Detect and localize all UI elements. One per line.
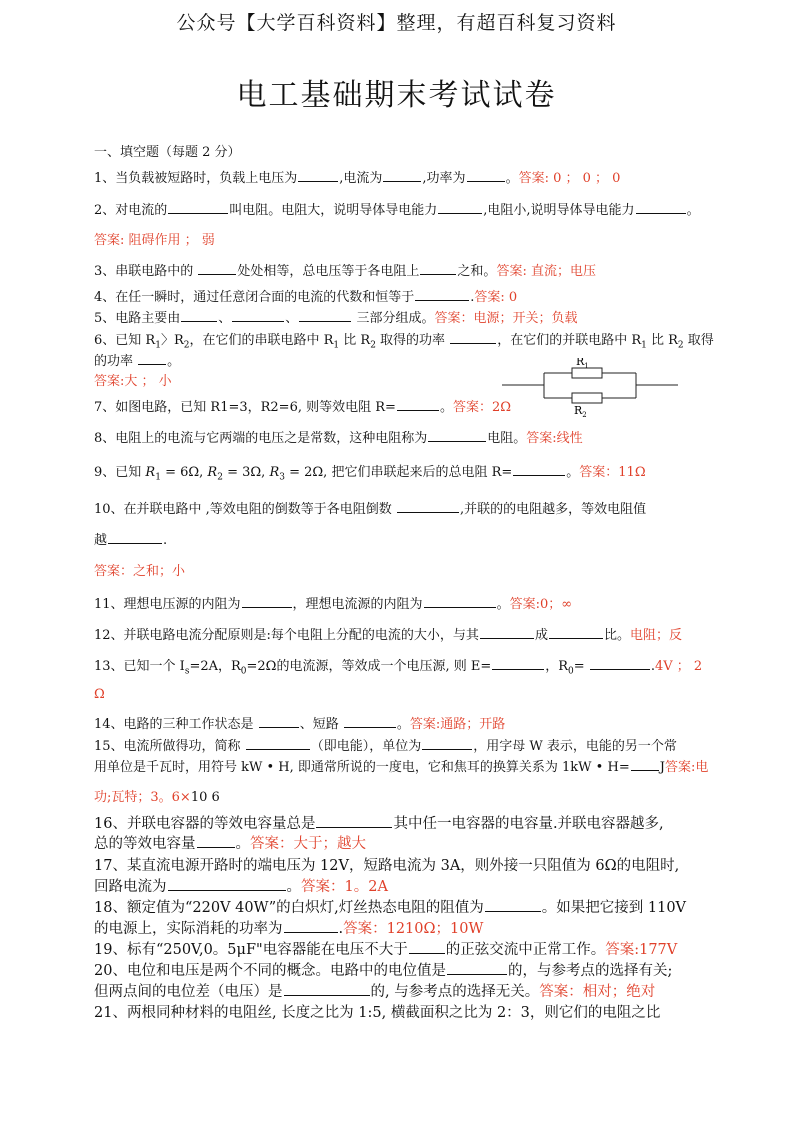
blank <box>232 309 284 322</box>
blank <box>485 899 541 912</box>
blank <box>397 398 439 411</box>
blank <box>438 201 482 214</box>
blank <box>284 983 370 996</box>
blank <box>636 201 686 214</box>
question-15-cont: 用单位是千瓦时，用符号 kW • H, 即通常所说的一度电，它和焦耳的换算关系为 1kW • H= J答案:电 <box>94 760 709 775</box>
exam-title: 电工基础期末考试试卷 <box>236 78 557 113</box>
answer: 答案: 直流；电压 <box>496 264 596 279</box>
blank <box>590 657 650 670</box>
question-7: 7、如图电路，已知 R1=3，R2=6, 则等效电阻 R= 。答案：2Ω <box>94 400 512 415</box>
answer: 答案:177V <box>605 942 678 958</box>
answer: 答案：大于；越大 <box>250 836 366 852</box>
answer: 答案：2Ω <box>452 400 512 415</box>
question-13: 13、已知一个 $I_s=2A$，$R_0=2\Omega$的电流源，等效成一个电压源, 则 E= ，$R_0= .4V$ ； 2 <box>94 659 703 677</box>
answer: 答案：1210Ω；10W <box>343 921 484 937</box>
answer: 答案：1。2A <box>301 879 388 895</box>
question-3: 3、串联电路中的 处处相等，总电压等于各电阻上 之和。答案: 直流；电压 <box>94 264 596 279</box>
blank <box>197 835 235 848</box>
blank <box>549 626 603 639</box>
answer: 答案:电 <box>664 760 709 775</box>
question-17-cont: 回路电流为 。答案：1。2A <box>94 879 388 895</box>
question-12: 12、并联电路电流分配原则是:每个电阻上分配的电流的大小，与其 成 比。电阻；反 <box>94 628 682 643</box>
question-20-cont: 但两点间的电位差（电压）是 的, 与参考点的选择无关。答案：相对；绝对 <box>94 984 656 1000</box>
question-16-cont: 总的等效电容量 。答案：大于；越大 <box>94 836 366 852</box>
question-2: 2、对电流的 叫电阻。电阻大，说明导体导电能力 ,电阻小,说明导体导电能力 。 <box>94 203 700 218</box>
answer-6: 答案:大 ； 小 <box>94 374 172 389</box>
question-5: 5、电路主要由 、 、 三部分组成。答案：电源；开关；负载 <box>94 311 578 326</box>
blank <box>480 626 534 639</box>
question-8: 8、电阻上的电流与它两端的电压之是常数，这种电阻称为 电阻。答案:线性 <box>94 431 583 446</box>
blank <box>513 463 565 476</box>
question-16: 16、并联电容器的等效电容量总是 其中任一电容器的电容量.并联电容器越多, <box>94 816 664 832</box>
question-11: 11、理想电压源的内阻为 ，理想电流源的内阻为 。答案:0；∞ <box>94 597 573 612</box>
resistor-r2 <box>572 393 602 403</box>
answer: 答案: 0 ； 0 ； 0 <box>518 171 621 186</box>
answer: 电阻；反 <box>629 628 682 643</box>
blank <box>424 595 496 608</box>
answer-15-cont: 功;瓦特；3。6×10 6 <box>94 790 220 805</box>
blank <box>344 715 396 728</box>
blank <box>397 500 459 513</box>
question-10: 10、在并联电路中 ,等效电阻的倒数等于各电阻倒数 ,并联的的电阻越多，等效电阻值 <box>94 502 647 517</box>
blank <box>409 941 445 954</box>
answer: 答案: 0 <box>474 290 518 305</box>
question-18: 18、额定值为“220V 40W”的白炽灯,灯丝热态电阻的阻值为 。如果把它接到 110V <box>94 900 687 916</box>
question-9: 9、已知 $R_1 = 6\Omega$, $R_2 = 3\Omega$, $R_3 = 2\Omega$, 把它们串联起来后的总电阻 R= 。答案：11Ω <box>94 465 646 483</box>
blank <box>168 201 228 214</box>
question-6-cont: 的功率 。 <box>94 354 181 369</box>
question-14: 14、电路的三种工作状态是 、短路 。答案:通路；开路 <box>94 717 506 732</box>
blank <box>383 169 421 182</box>
blank <box>450 331 496 344</box>
blank <box>447 962 507 975</box>
question-20: 20、电位和电压是两个不同的概念。电路中的电位值是 的，与参考点的选择有关; <box>94 963 673 979</box>
blank <box>298 169 338 182</box>
answer: 答案：电源；开关；负载 <box>434 311 578 326</box>
label-r1: $R_1$ <box>576 358 589 370</box>
blank <box>415 288 469 301</box>
blank <box>420 262 456 275</box>
answer: 答案：11Ω <box>579 465 646 480</box>
page-header: 公众号【大学百科资料】整理，有超百科复习资料 <box>176 12 617 34</box>
blank <box>259 715 299 728</box>
answer: 4V ； 2 <box>654 659 703 674</box>
answer-2: 答案: 阻碍作用 ； 弱 <box>94 233 215 248</box>
question-4: 4、在任一瞬时，通过任意闭合面的电流的代数和恒等于 .答案: 0 <box>94 290 518 305</box>
answer-13-cont: Ω <box>94 687 105 702</box>
question-15: 15、电流所做得功，简称 （即电能），单位为 ，用字母 W 表示，电能的另一个常 <box>94 739 677 754</box>
label-r2: $R_2$ <box>574 404 587 419</box>
parallel-resistor-circuit <box>500 358 680 420</box>
answer: 答案：相对；绝对 <box>539 984 656 1000</box>
blank <box>108 531 162 544</box>
blank <box>246 737 310 750</box>
blank <box>242 595 292 608</box>
answer: 答案:通路；开路 <box>409 717 506 732</box>
blank <box>168 878 286 891</box>
blank <box>631 758 659 771</box>
blank <box>198 262 236 275</box>
blank <box>492 657 544 670</box>
question-18-cont: 的电源上，实际消耗的功率为 .答案：1210Ω；10W <box>94 921 484 937</box>
answer: 答案:线性 <box>526 431 583 446</box>
blank <box>467 169 505 182</box>
blank <box>284 920 338 933</box>
question-19: 19、标有“250V,0。5μF"电容器能在电压不大于 的正弦交流中正常工作。答案:177V <box>94 942 678 958</box>
question-10-cont: 越 . <box>94 533 168 548</box>
blank <box>422 737 472 750</box>
answer-10: 答案：之和；小 <box>94 564 186 579</box>
question-1: 1、当负载被短路时，负载上电压为 ,电流为 ,功率为 。答案: 0 ； 0 ； 0 <box>94 171 621 186</box>
section-heading: 一、填空题（每题 2 分） <box>94 145 241 160</box>
blank <box>299 309 351 322</box>
question-6: 6、已知 $R_1$〉$R_2$，在它们的串联电路中 $R_1$ 比 $R_2$ 取得的功率 ，在它们的并联电路中 $R_1$ 比 $R_2$ 取得 <box>94 333 714 351</box>
blank <box>138 352 166 365</box>
answer: 答案:0；∞ <box>509 597 573 612</box>
blank <box>428 429 486 442</box>
question-21: 21、两根同种材料的电阻丝, 长度之比为 1:5, 横截面积之比为 2：3，则它们的电阻之比 <box>94 1005 661 1021</box>
blank <box>181 309 217 322</box>
question-17: 17、某直流电源开路时的端电压为 12V，短路电流为 3A，则外接一只阻值为 6Ω的电阻时, <box>94 858 680 874</box>
blank <box>316 815 392 828</box>
